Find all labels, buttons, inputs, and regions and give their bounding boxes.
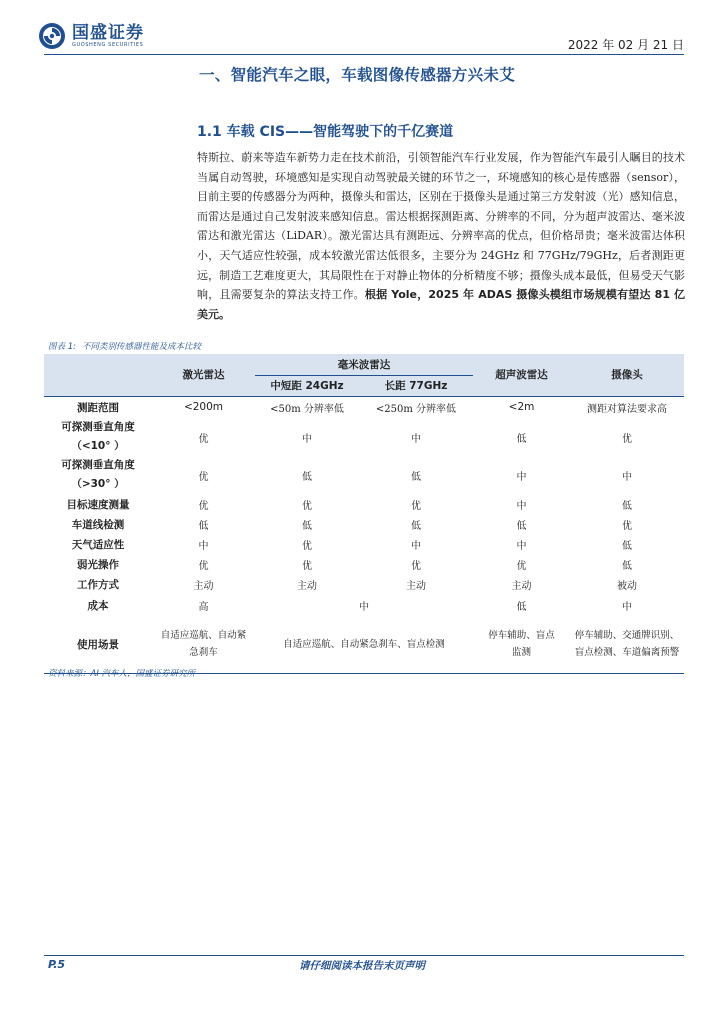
row-label: 可探测垂直角度（<10° ） [61, 421, 135, 452]
header-mmwave-77: 长距 77GHz [359, 375, 473, 396]
row-label: 测距范围 [44, 396, 152, 418]
cell-laser: 自适应巡航、自动紧急刹车 [160, 630, 247, 658]
cell-ultrasonic: 主动 [511, 581, 532, 592]
cell-laser: 优 [198, 471, 209, 483]
paragraph-text: 特斯拉、蔚来等造车新势力走在技术前沿，引领智能汽车行业发展，作为智能汽车最引人瞩目的技术当属自动驾驶，环境感知是实现自动驾驶最关键的环节之一，环境感知的核心是传感器（sensor），目前主要的传感器分为两种，摄像头和雷达，区别在于摄像头是通过第三方发射波（光）感知信息，而雷达是通过自己发射波来感知信息。雷达根据探测距离、分辨率的不同，分为超声波雷达、毫米波雷达和激光雷达（LiDAR）。激光雷达具有测距远、分辨率高的优点，但价格昂贵；毫米波雷达体积小，天气适应性较强，成本较激光雷达低很多，主要分为 24GHz 和 77GHz/79GHz，后者测距更远，制造工艺难度更大，其局限性在于对静止物体的分析精度不够；摄像头成本最低，但易受天气影响，且需要复杂的算法支持工作。 [197, 151, 685, 302]
body-paragraph [197, 148, 685, 324]
cell-camera: 优 [622, 520, 632, 532]
paragraph-highlight: 根据 Yole，2025 年 ADAS 摄像头模组市场规模有望达 81 亿美元。 [197, 288, 685, 321]
cell-camera: 中 [622, 471, 632, 483]
header-mmwave-24: 中短距 24GHz [255, 375, 359, 396]
table-row [44, 418, 684, 456]
cell-camera: 优 [622, 433, 632, 445]
cell-mm24: 优 [302, 500, 312, 512]
figure-caption [48, 340, 207, 352]
cell-ultrasonic: 停车辅助、盲点监测 [488, 630, 555, 658]
cell-mm77: 优 [411, 500, 421, 512]
cell-laser: 优 [198, 433, 209, 445]
cell-ultrasonic: 优 [516, 560, 527, 572]
cell-mm77: 中 [411, 433, 421, 445]
cell-mm24: 优 [302, 560, 312, 572]
table-row [44, 574, 684, 595]
cell-camera: 测距对算法要求高 [570, 396, 684, 418]
cell-laser: 低 [198, 520, 209, 532]
cell-mm77: 优 [411, 560, 421, 572]
cell-mm77: 低 [411, 520, 421, 532]
cell-ultrasonic: 低 [516, 520, 527, 532]
cell-laser: 优 [198, 560, 209, 572]
row-label: 目标速度测量 [66, 498, 130, 511]
cell-camera: 被动 [617, 581, 637, 592]
row-label: 成本 [87, 599, 109, 612]
logo-chinese-name: 国盛证券 [72, 22, 144, 43]
cell-ultrasonic: 低 [516, 433, 527, 445]
page-number: P.5 [48, 958, 66, 971]
cell-mm24: 低 [302, 471, 312, 483]
header-laser: 激光雷达 [182, 369, 225, 382]
row-label: 可探测垂直角度（>30° ） [61, 459, 135, 490]
cell-mm77: 主动 [406, 581, 426, 592]
guosheng-logo-icon [38, 22, 66, 50]
cell-mm77: 中 [411, 540, 421, 552]
row-label: 天气适应性 [71, 538, 125, 551]
cell-mmwave: 中 [359, 601, 369, 613]
cell-mm24: 主动 [297, 581, 317, 592]
footer-disclaimer: 请仔细阅读本报告末页声明 [299, 960, 425, 972]
cell-camera: 低 [622, 540, 632, 552]
header-mmwave: 毫米波雷达 [337, 358, 391, 371]
table-row [44, 396, 684, 418]
cell-laser: <200m [152, 396, 255, 418]
cell-camera: 低 [622, 500, 632, 512]
figure-caption-text: 不同类别传感器性能及成本比较 [81, 342, 201, 352]
cell-ultrasonic: 中 [516, 471, 527, 483]
cell-laser: 优 [198, 500, 209, 512]
cell-laser: 高 [198, 601, 209, 613]
cell-ultrasonic: <2m [473, 396, 570, 418]
cell-ultrasonic: 低 [516, 601, 527, 613]
chapter-title: 一、智能汽车之眼，车载图像传感器方兴未艾 [199, 66, 516, 84]
cell-mm24: <50m 分辨率低 [255, 396, 359, 418]
source-note: 资料来源：AI 汽车人，国盛证券研究所 [48, 669, 196, 679]
row-label: 车道线检测 [71, 518, 125, 531]
cell-camera: 停车辅助、交通牌识别、盲点检测、车道偏离预警 [574, 630, 680, 658]
cell-mm24: 中 [302, 433, 312, 445]
cell-mm24: 优 [302, 540, 312, 552]
table-row [44, 554, 684, 574]
table-row-usage [44, 615, 684, 673]
cell-ultrasonic: 中 [516, 540, 527, 552]
header-ultrasonic: 超声波雷达 [495, 369, 548, 382]
figure-label: 图表 1: [48, 342, 76, 352]
report-date: 2022 年 02 月 21 日 [567, 38, 684, 52]
company-logo [38, 22, 144, 50]
logo-english-name: GUOSHENG SECURITIES [72, 41, 144, 48]
row-label: 工作方式 [77, 579, 119, 591]
header-camera: 摄像头 [611, 369, 643, 382]
table-row [44, 494, 684, 514]
cell-mm77: <250m 分辨率低 [359, 396, 473, 418]
footer-divider [44, 955, 684, 956]
row-label: 使用场景 [77, 638, 119, 651]
cell-camera: 低 [622, 560, 632, 572]
table-row [44, 534, 684, 554]
row-label: 弱光操作 [77, 558, 119, 571]
cell-laser: 中 [198, 540, 209, 552]
table-row-cost [44, 595, 684, 615]
table-header-row [44, 354, 684, 375]
cell-mm24: 低 [302, 520, 312, 532]
cell-laser: 主动 [193, 581, 214, 592]
cell-mmwave: 自适应巡航、自动紧急刹车、盲点检测 [283, 638, 445, 650]
sensor-comparison-table [44, 354, 684, 673]
cell-mm77: 低 [411, 471, 421, 483]
cell-camera: 中 [622, 601, 632, 613]
section-title: 1.1 车载 CIS——智能驾驶下的千亿赛道 [197, 124, 454, 140]
table-row [44, 456, 684, 494]
header-divider [44, 54, 684, 55]
table-row [44, 514, 684, 534]
cell-ultrasonic: 中 [516, 500, 527, 512]
header-corner [44, 354, 152, 396]
